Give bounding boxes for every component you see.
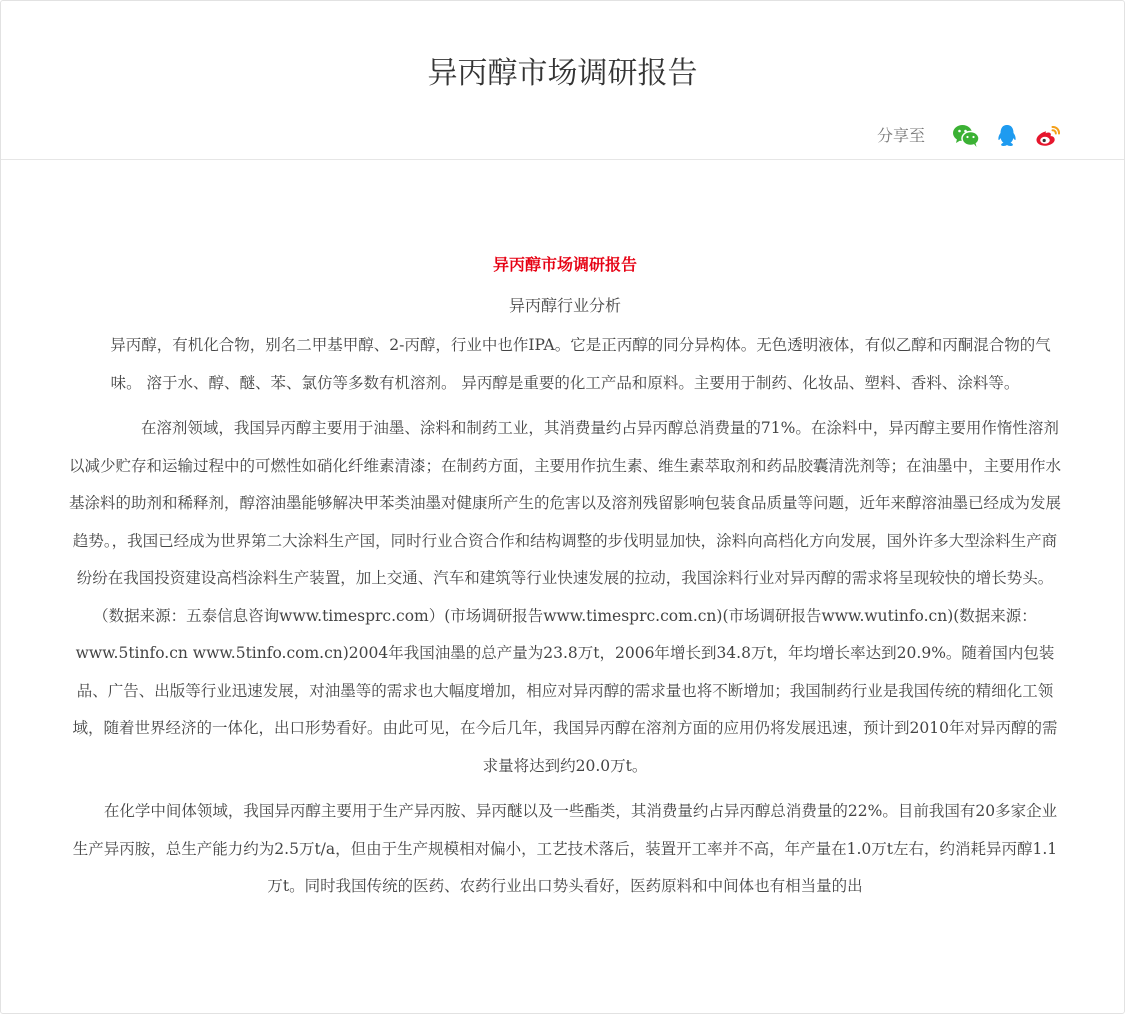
article-paragraph: 在化学中间体领域，我国异丙醇主要用于生产异丙胺、异丙醚以及一些酯类，其消费量约占异丙醇总消费量的22%。目前我国有20多家企业生产异丙胺，总生产能力约为2.5万t/a，但由于生产规模相对偏小，工艺技术落后，装置开工率并不高，年产量在1.0万t左右，约消耗异丙醇1.1万t。同时我国传统的医药、农药行业出口势头看好，医药原料和中间体也有相当量的出 <box>72 802 1058 895</box>
article-paragraph: 异丙醇，有机化合物，别名二甲基甲醇、2-丙醇，行业中也作IPA。它是正丙醇的同分异构体。无色透明液体，有似乙醇和丙酮混合物的气味。 溶于水、醇、醚、苯、氯仿等多数有机溶剂。 异丙醇是重要的化工产品和原料。主要用于制药、化妆品、塑料、香料、涂料等。 <box>110 336 1051 392</box>
document-header <box>1 1 1124 160</box>
page-title: 异丙醇市场调研报告 <box>427 56 698 91</box>
article-paragraph: 在溶剂领域，我国异丙醇主要用于油墨、涂料和制药工业，其消费量约占异丙醇总消费量的71%。在涂料中，异丙醇主要用作惰性溶剂以减少贮存和运输过程中的可燃性如硝化纤维素清漆；在制药方面，主要用作抗生素、维生素萃取剂和药品胶囊清洗剂等；在油墨中，主要用作水基涂料的助剂和稀释剂，醇溶油墨能够解决甲苯类油墨对健康所产生的危害以及溶剂残留影响包装食品质量等问题，近年来醇溶油墨已经成为发展趋势。，我国已经成为世界第二大涂料生产国，同时行业合资合作和结构调整的步伐明显加快，涂料向高档化方向发展，国外许多大型涂料生产商纷纷在我国投资建设高档涂料生产装置，加上交通、汽车和建筑等行业快速发展的拉动，我国涂料行业对异丙醇的需求将呈现较快的增长势头。（数据来源：五泰信息咨询www.timesprc.com）(市场调研报告www.timesprc.com.cn)(市场调研报告www.wutinfo.cn)(数据来源：www.5tinfo.cn www.5tinfo.com.cn)2004年我国油墨的总产量为23.8万t，2006年增长到34.8万t，年均增长率达到20.9%。随着国内包装品、广告、出版等行业迅速发展，对油墨等的需求也大幅度增加，相应对异丙醇的需求量也将不断增加；我国制药行业是我国传统的精细化工领域，随着世界经济的一体化，出口形势看好。由此可见，在今后几年，我国异丙醇在溶剂方面的应用仍将发展迅速，预计到2010年对异丙醇的需求量将达到约20.0万t。 <box>68 419 1061 775</box>
article-subheading: 异丙醇行业分析 <box>508 296 621 315</box>
weibo-icon[interactable] <box>1034 123 1062 149</box>
share-bar <box>877 122 1062 150</box>
article-body <box>67 245 1063 906</box>
wechat-icon[interactable] <box>952 123 980 149</box>
qq-icon[interactable] <box>993 123 1021 149</box>
share-label: 分享至 <box>876 126 925 145</box>
article-heading: 异丙醇市场调研报告 <box>492 255 637 274</box>
